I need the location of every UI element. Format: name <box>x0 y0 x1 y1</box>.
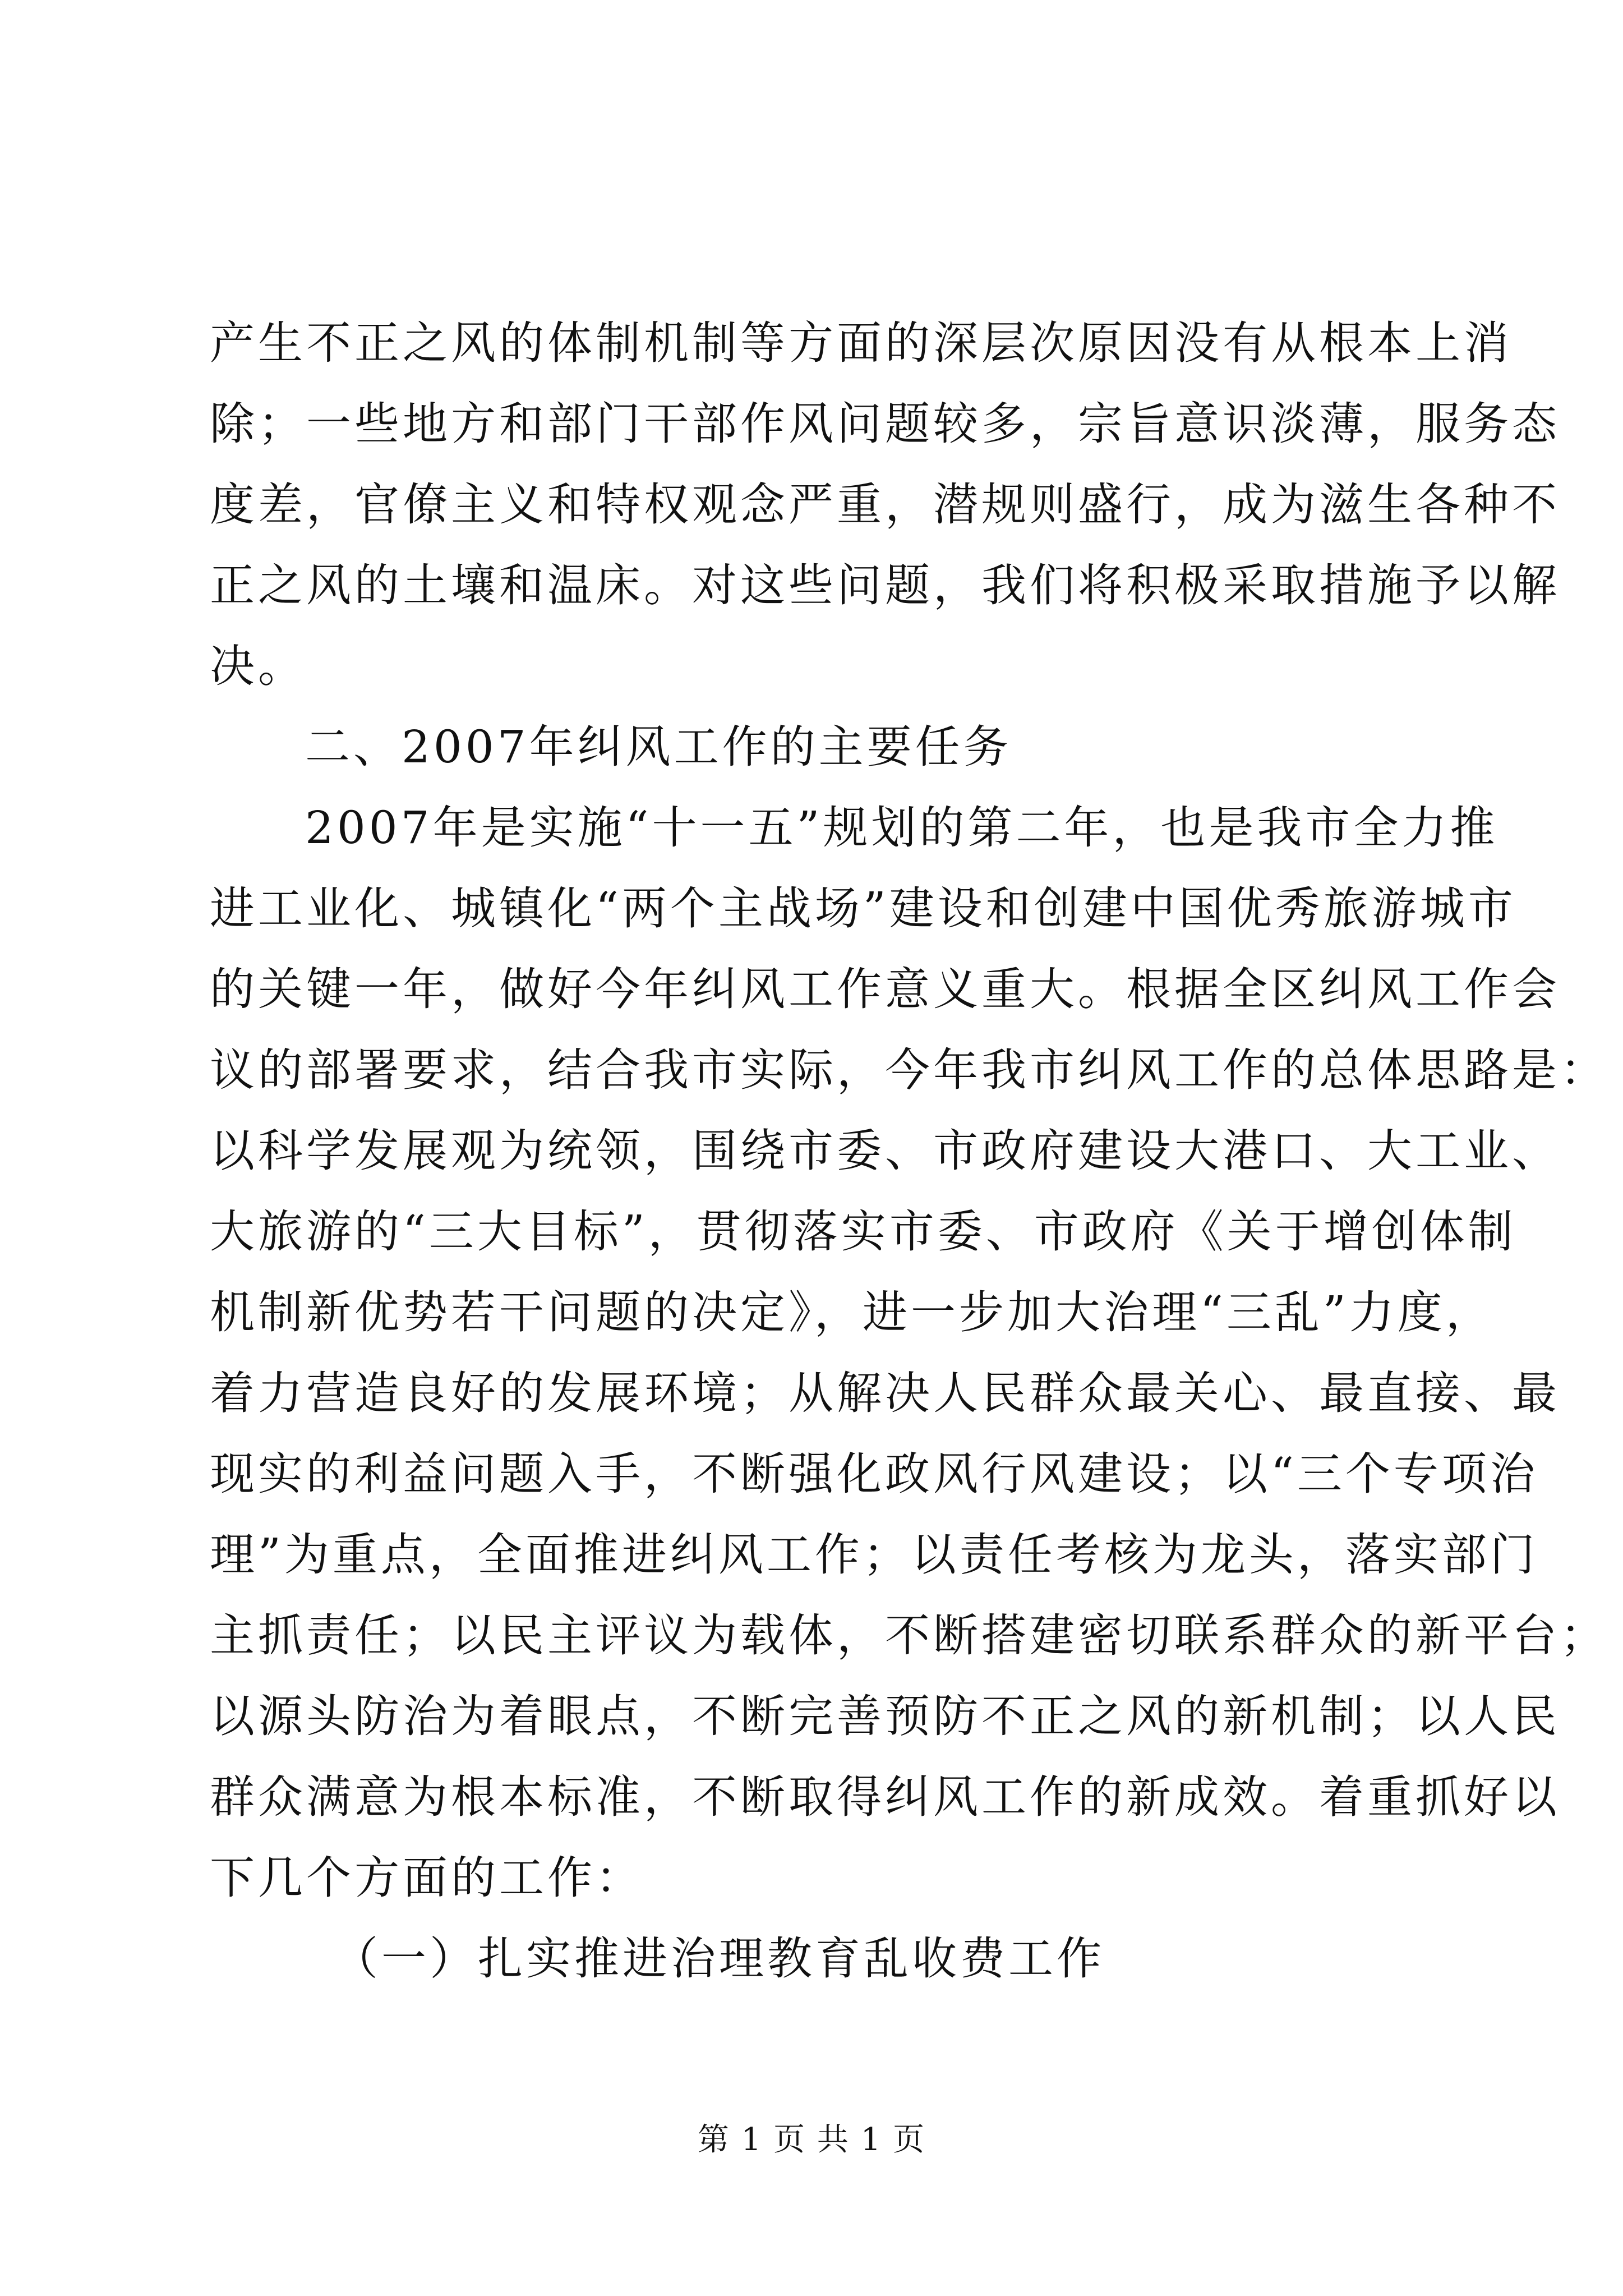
section-heading: 二、2007年纠风工作的主要任务 <box>305 721 1012 773</box>
paragraph-line-3: 度差，官僚主义和特权观念严重，潜规则盛行，成为滋生各种不 <box>210 478 1560 531</box>
paragraph-line-15: 现实的利益问题入手，不断强化政风行风建设；以“三个专项治 <box>210 1448 1538 1500</box>
paragraph-line-5: 决。 <box>210 640 306 692</box>
paragraph-line-19: 群众满意为根本标准，不断取得纠风工作的新成效。着重抓好以 <box>210 1771 1560 1823</box>
paragraph-line-20: 下几个方面的工作： <box>210 1852 644 1904</box>
paragraph-line-8: 进工业化、城镇化“两个主战场”建设和创建中国优秀旅游城市 <box>210 882 1516 935</box>
paragraph-line-12: 大旅游的“三大目标”，贯彻落实市委、市政府《关于增创体制 <box>210 1205 1516 1258</box>
paragraph-line-18: 以源头防治为着眼点，不断完善预防不正之风的新机制；以人民 <box>210 1690 1560 1742</box>
paragraph-line-9: 的关键一年，做好今年纠风工作意义重大。根据全区纠风工作会 <box>210 963 1560 1015</box>
body-text <box>210 303 1608 1999</box>
paragraph-line-14: 着力营造良好的发展环境；从解决人民群众最关心、最直接、最 <box>210 1367 1560 1419</box>
page-footer: 第 1 页 共 1 页 <box>697 2122 926 2158</box>
paragraph-line-13: 机制新优势若干问题的决定》，进一步加大治理“三乱”力度， <box>210 1286 1494 1338</box>
paragraph-line-4: 正之风的土壤和温床。对这些问题，我们将积极采取措施予以解 <box>210 559 1560 611</box>
paragraph-line-16: 理”为重点，全面推进纠风工作；以责任考核为龙头，落实部门 <box>210 1529 1538 1581</box>
paragraph-line-11: 以科学发展观为统领，围绕市委、市政府建设大港口、大工业、 <box>210 1125 1560 1177</box>
subsection-heading: （一）扎实推进治理教育乱收费工作 <box>333 1932 1105 1985</box>
paragraph-line-2: 除；一些地方和部门干部作风问题较多，宗旨意识淡薄，服务态 <box>210 398 1560 450</box>
paragraph-line-1: 产生不正之风的体制机制等方面的深层次原因没有从根本上消 <box>210 317 1512 369</box>
paragraph-line-10: 议的部署要求，结合我市实际，今年我市纠风工作的总体思路是： <box>210 1044 1608 1096</box>
paragraph-line-7: 2007年是实施“十一五”规划的第二年，也是我市全力推 <box>305 802 1498 854</box>
paragraph-line-17: 主抓责任；以民主评议为载体，不断搭建密切联系群众的新平台； <box>210 1609 1608 1662</box>
